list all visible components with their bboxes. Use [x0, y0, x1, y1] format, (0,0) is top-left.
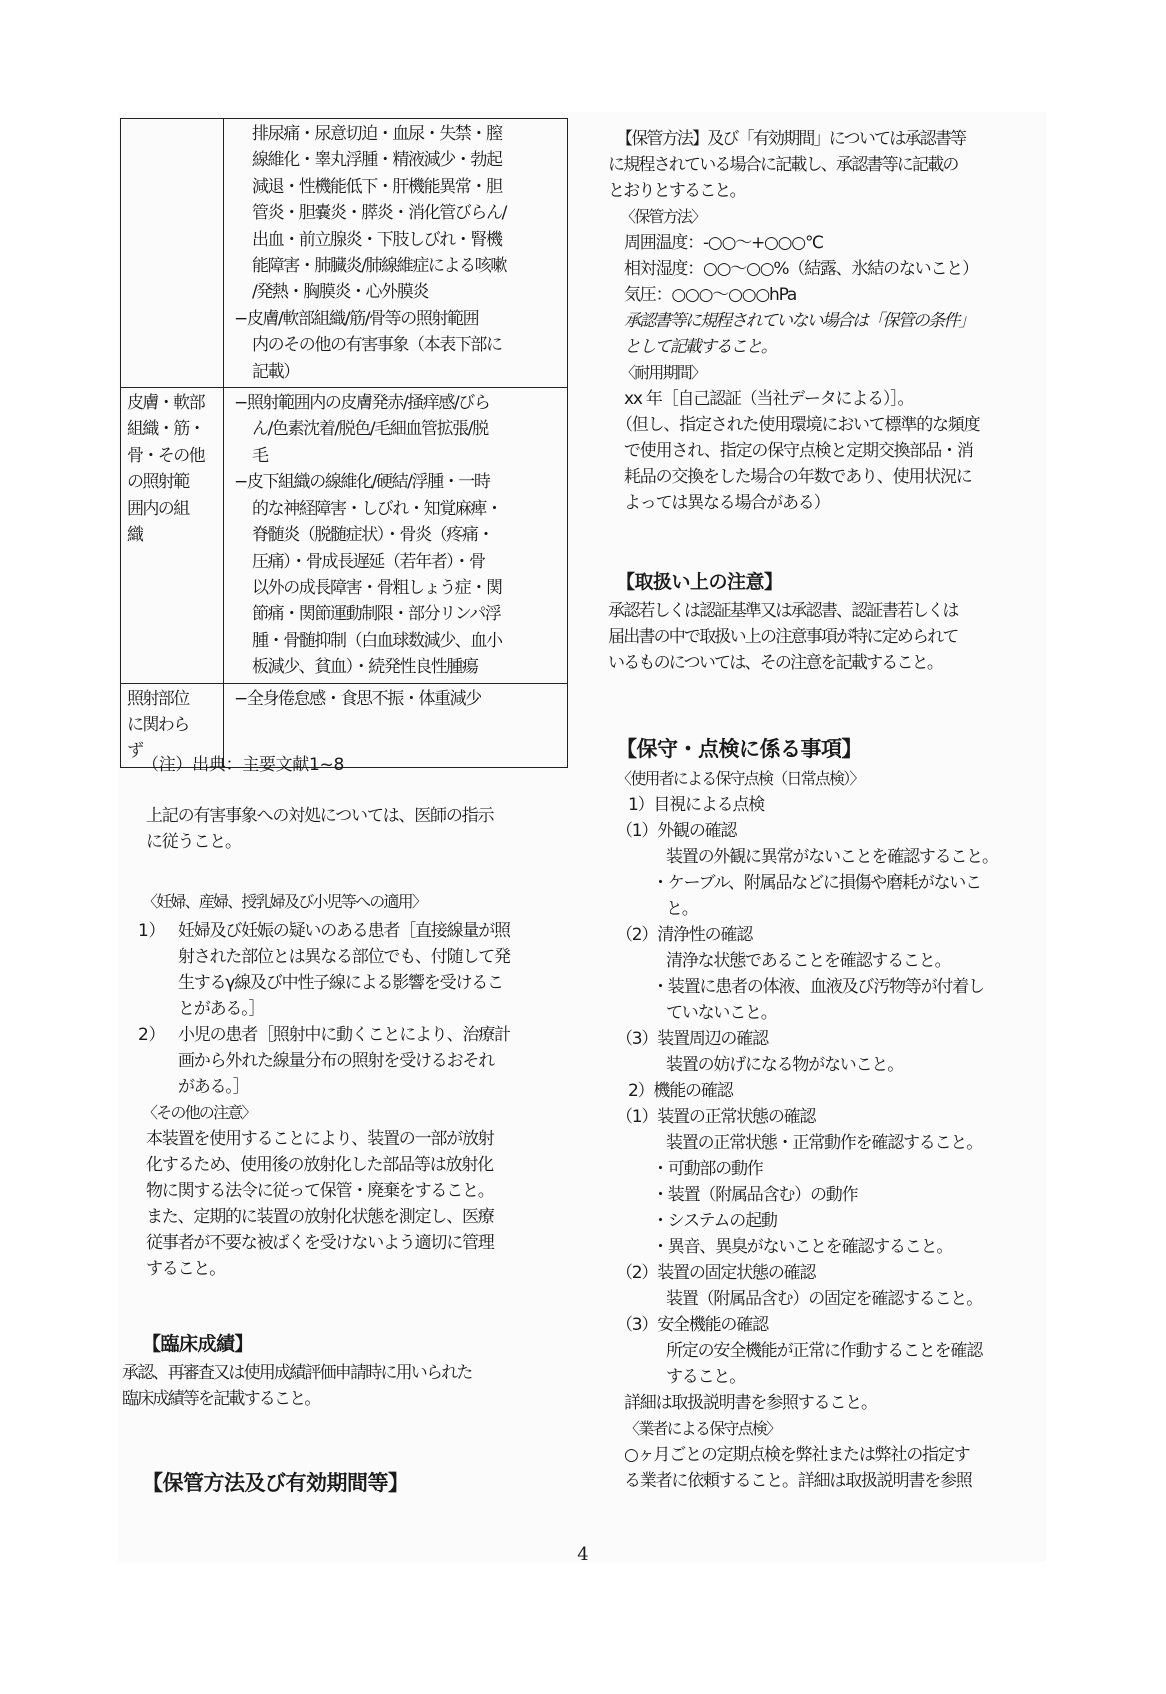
table-category-cell — [121, 119, 224, 388]
list-item-line: 画から外れた線量分布の照射を受けるおそれ — [178, 1051, 494, 1071]
maint-item: （2）装置の固定状態の確認 — [616, 1263, 816, 1283]
vendor-line: る業者に依頼すること。詳細は取扱説明書を参照 — [624, 1471, 972, 1491]
maint-item: ・システムの起動 — [652, 1211, 777, 1231]
left-paragraph-line: に従うこと。 — [146, 832, 241, 852]
right-line: とおりとすること。 — [608, 181, 745, 201]
maint-item: （1）装置の正常状態の確認 — [616, 1107, 816, 1127]
table-row — [121, 119, 568, 388]
life-subtitle: 〈耐用期間〉 — [620, 363, 706, 382]
table-items-cell: −全身倦怠感・食思不振・体重減少 — [224, 683, 568, 767]
storage-note: 承認書等に規程されていない場合は「保管の条件」 — [624, 311, 974, 331]
user-inspection-title: 〈使用者による保守点検（日常点検）〉 — [616, 769, 864, 788]
clinical-line: 臨床成績等を記載すること。 — [122, 1389, 320, 1409]
storage-humidity: 相対湿度：○○〜○○%（結露、氷結のないこと） — [624, 259, 978, 279]
list-item-line: がある。］ — [178, 1077, 249, 1097]
table-row — [121, 388, 568, 683]
handling-line: 届出書の中で取扱い上の注意事項が特に定められて — [608, 627, 958, 647]
adverse-events-table — [120, 118, 568, 768]
list-item-line: 射された部位とは異なる部位でも、付随して発 — [178, 947, 510, 967]
left-paragraph-line: 化するため、使用後の放射化した部品等は放射化 — [146, 1155, 493, 1175]
maint-detail: 詳細は取扱説明書を参照すること。 — [624, 1393, 877, 1413]
maint-item: すること。 — [666, 1367, 745, 1387]
life-detail: よっては異なる場合がある） — [624, 493, 830, 513]
table-category-cell: 照射部位 に関わら ず — [121, 683, 224, 767]
maint-item: （2）清浄性の確認 — [616, 925, 753, 945]
list-number: 1） — [138, 921, 166, 941]
other-title: 〈その他の注意〉 — [142, 1103, 256, 1122]
maint-item: （3）装置周辺の確認 — [616, 1029, 768, 1049]
left-paragraph-line: 従事者が不要な被ばくを受けないよう適切に管理 — [146, 1233, 494, 1253]
pregnancy-title: 〈妊婦、産婦、授乳婦及び小児等への適用〉 — [142, 892, 427, 911]
clinical-heading: 【臨床成績】 — [142, 1333, 254, 1355]
table-items-cell: −照射範囲内の皮膚発赤/掻痒感/びら ん/色素沈着/脱色/毛細血管拡張/脱 毛 −皮下組織の線維化/硬結/浮腫・一時 的な神経障害・しびれ・知覚麻痺・ 脊髄炎（脱髄症状）・骨炎（疼痛・ 圧痛）・骨成長遅延（若年者）・骨 以外の成長障害・骨粗しょう症・関 節痛・関節運動制限・部分リンパ浮 腫・骨髄抑制（白血球数減少、血小 板減少、貧血）・続発性良性腫瘍 — [224, 388, 568, 683]
left-paragraph-line: 本装置を使用することにより、装置の一部が放射 — [146, 1129, 494, 1149]
list-number: 2） — [138, 1025, 166, 1045]
maint-item: ・異音、異臭がないことを確認すること。 — [652, 1237, 953, 1257]
life-detail: 耗品の交換をした場合の年数であり、使用状況に — [624, 467, 972, 487]
maint-item: （3）安全機能の確認 — [616, 1315, 768, 1335]
life-detail: で使用され、指定の保守点検と定期交換部品・消 — [624, 441, 973, 461]
list-item-line: とがある。］ — [178, 999, 265, 1019]
table-category-cell: 皮膚・軟部 組織・筋・ 骨・その他 の照射範 囲内の組 織 — [121, 388, 224, 683]
maint-item: 1）目視による点検 — [628, 795, 765, 815]
right-line: 【保管方法】及び「有効期間」については承認書等 — [616, 129, 966, 149]
storage-pressure: 気圧：○○○〜○○○hPa — [624, 285, 797, 305]
maint-item: 装置の正常状態・正常動作を確認すること。 — [666, 1133, 982, 1153]
storage-note: として記載すること。 — [624, 337, 776, 357]
maint-item: 清浄な状態であることを確認すること。 — [666, 951, 951, 971]
maint-item: と。 — [666, 899, 698, 919]
left-paragraph-line: また、定期的に装置の放射化状態を測定し、医療 — [146, 1207, 494, 1227]
clinical-line: 承認、再審査又は使用成績評価申請時に用いられた — [122, 1363, 472, 1383]
storage-heading: 【保管方法及び有効期間等】 — [142, 1471, 409, 1495]
maint-item: ・装置（附属品含む）の動作 — [652, 1185, 858, 1205]
maint-item: 装置の妨げになる物がないこと。 — [666, 1055, 903, 1075]
left-paragraph-line: 上記の有害事象への対処については、医師の指示 — [146, 806, 494, 826]
list-item-line: 小児の患者［照射中に動くことにより、治療計 — [178, 1025, 510, 1045]
maint-item: 2）機能の確認 — [628, 1081, 733, 1101]
maint-item: 所定の安全機能が正常に作動することを確認 — [666, 1341, 982, 1361]
maint-item: 装置の外観に異常がないことを確認すること。 — [666, 847, 998, 867]
storage-temp: 周囲温度：-○○〜+○○○℃ — [624, 233, 823, 253]
maint-item: ていないこと。 — [666, 1003, 777, 1023]
life-value: xx 年［自己認証（当社データによる）］。 — [624, 389, 914, 409]
table-note: （注）出典：主要文献1~8 — [142, 755, 344, 775]
vendor-line: ○ヶ月ごとの定期点検を弊社または弊社の指定す — [624, 1445, 970, 1465]
maintenance-heading: 【保守・点検に係る事項】 — [616, 737, 862, 761]
list-item-line: 妊婦及び妊娠の疑いのある患者［直接線量が照 — [178, 921, 510, 941]
handling-heading: 【取扱い上の注意】 — [616, 571, 783, 593]
table-items-cell: 排尿痛・尿意切迫・血尿・失禁・膣 線維化・睾丸浮腫・精液減少・勃起 減退・性機能低下・肝機能異常・胆 管炎・胆嚢炎・膵炎・消化管びらん/ 出血・前立腺炎・下肢しびれ・腎機 能障害・肺臓炎/肺線維症による咳嗽 /発熱・胸膜炎・心外膜炎 −皮膚/軟部組織/筋/骨等の照射範囲 内のその他の有害事象（本表下部に 記載） — [224, 119, 568, 388]
left-paragraph-line: すること。 — [146, 1259, 225, 1279]
page-number: 4 — [577, 1544, 589, 1565]
life-detail: （但し、指定された使用環境において標準的な頻度 — [616, 415, 980, 435]
handling-line: 承認若しくは認証基準又は承認書、認証書若しくは — [608, 601, 958, 621]
list-item-line: 生するγ線及び中性子線による影響を受けるこ — [178, 973, 503, 993]
maint-item: 装置（附属品含む）の固定を確認すること。 — [666, 1289, 982, 1309]
storage-subtitle: 〈保管方法〉 — [620, 207, 706, 226]
maint-item: ・装置に患者の体液、血液及び汚物等が付着し — [652, 977, 984, 997]
maint-item: （1）外観の確認 — [616, 821, 737, 841]
maint-item: ・可動部の動作 — [652, 1159, 763, 1179]
vendor-title: 〈業者による保守点検〉 — [624, 1419, 781, 1438]
left-paragraph-line: 物に関する法令に従って保管・廃棄をすること。 — [146, 1181, 494, 1201]
right-line: に規程されている場合に記載し、承認書等に記載の — [608, 155, 958, 175]
handling-line: いるものについては、その注意を記載すること。 — [608, 653, 943, 673]
maint-item: ・ケーブル、附属品などに損傷や磨耗がないこ — [652, 873, 981, 893]
